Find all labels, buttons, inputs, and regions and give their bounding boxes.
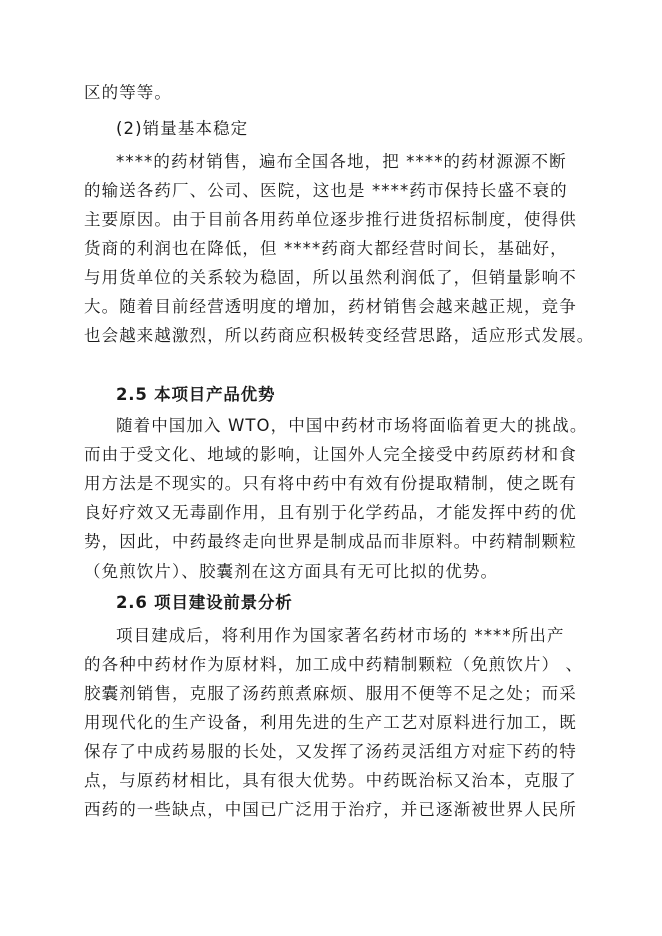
- paragraph-line: 随着中国加入 WTO，中国中药材市场将面临着更大的挑战。: [116, 416, 588, 435]
- paragraph-line: ****的药材销售，遍布全国各地，把 ****的药材源源不断: [116, 152, 567, 171]
- paragraph-line: 势，因此，中药最终走向世界是制成品而非原料。中药精制颗粒: [84, 532, 577, 551]
- paragraph-line: 西药的一些缺点，中国已广泛用于治疗，并已逐渐被世界人民所: [84, 800, 577, 819]
- paragraph-line: 与用货单位的关系较为稳固，所以虽然利润低了，但销量影响不: [84, 268, 577, 287]
- paragraph-line: 项目建成后，将利用作为国家著名药材市场的 ****所出产: [116, 626, 565, 645]
- paragraph-line: 也会越来越激烈，所以药商应积极转变经营思路，适应形式发展。: [84, 326, 595, 345]
- section-heading-2-6: 2.6 项目建设前景分析: [116, 593, 293, 612]
- paragraph-line: 胶囊剂销售，克服了汤药煎煮麻烦、服用不便等不足之处；而采: [84, 684, 577, 703]
- subheading-sales-stable: (2)销量基本稳定: [116, 119, 249, 138]
- paragraph-line: 大。随着目前经营透明度的增加，药材销售会越来越正规，竞争: [84, 297, 577, 316]
- paragraph-line: 良好疗效又无毒副作用，且有别于化学药品，才能发挥中药的优: [84, 503, 577, 522]
- paragraph-line: （免煎饮片）、胶囊剂在这方面具有无可比拟的优势。: [84, 562, 499, 581]
- paragraph-line: 用现代化的生产设备，利用先进的生产工艺对原料进行加工，既: [84, 713, 577, 732]
- paragraph-line: 货商的利润也在降低，但 ****药商大都经营时间长，基础好，: [84, 239, 568, 258]
- section-heading-2-5: 2.5 本项目产品优势: [116, 385, 276, 404]
- paragraph-line: 主要原因。由于目前各用药单位逐步推行进货招标制度，使得供: [84, 210, 577, 229]
- paragraph-line: 保存了中成药易服的长处，又发挥了汤药灵活组方对症下药的特: [84, 742, 577, 761]
- paragraph-line: 的各种中药材作为原材料，加工成中药精制颗粒（免煎饮片） 、: [84, 655, 584, 674]
- paragraph-line: 区的等等。: [84, 83, 172, 102]
- paragraph-line: 的输送各药厂、公司、医院，这也是 ****药市保持长盛不衰的: [84, 181, 568, 200]
- paragraph-line: 点，与原药材相比，具有很大优势。中药既治标又治本，克服了: [84, 771, 577, 790]
- paragraph-line: 用方法是不现实的。只有将中药中有效有份提取精制，使之既有: [84, 474, 577, 493]
- paragraph-line: 而由于受文化、地域的影响，让国外人完全接受中药原药材和食: [84, 445, 577, 464]
